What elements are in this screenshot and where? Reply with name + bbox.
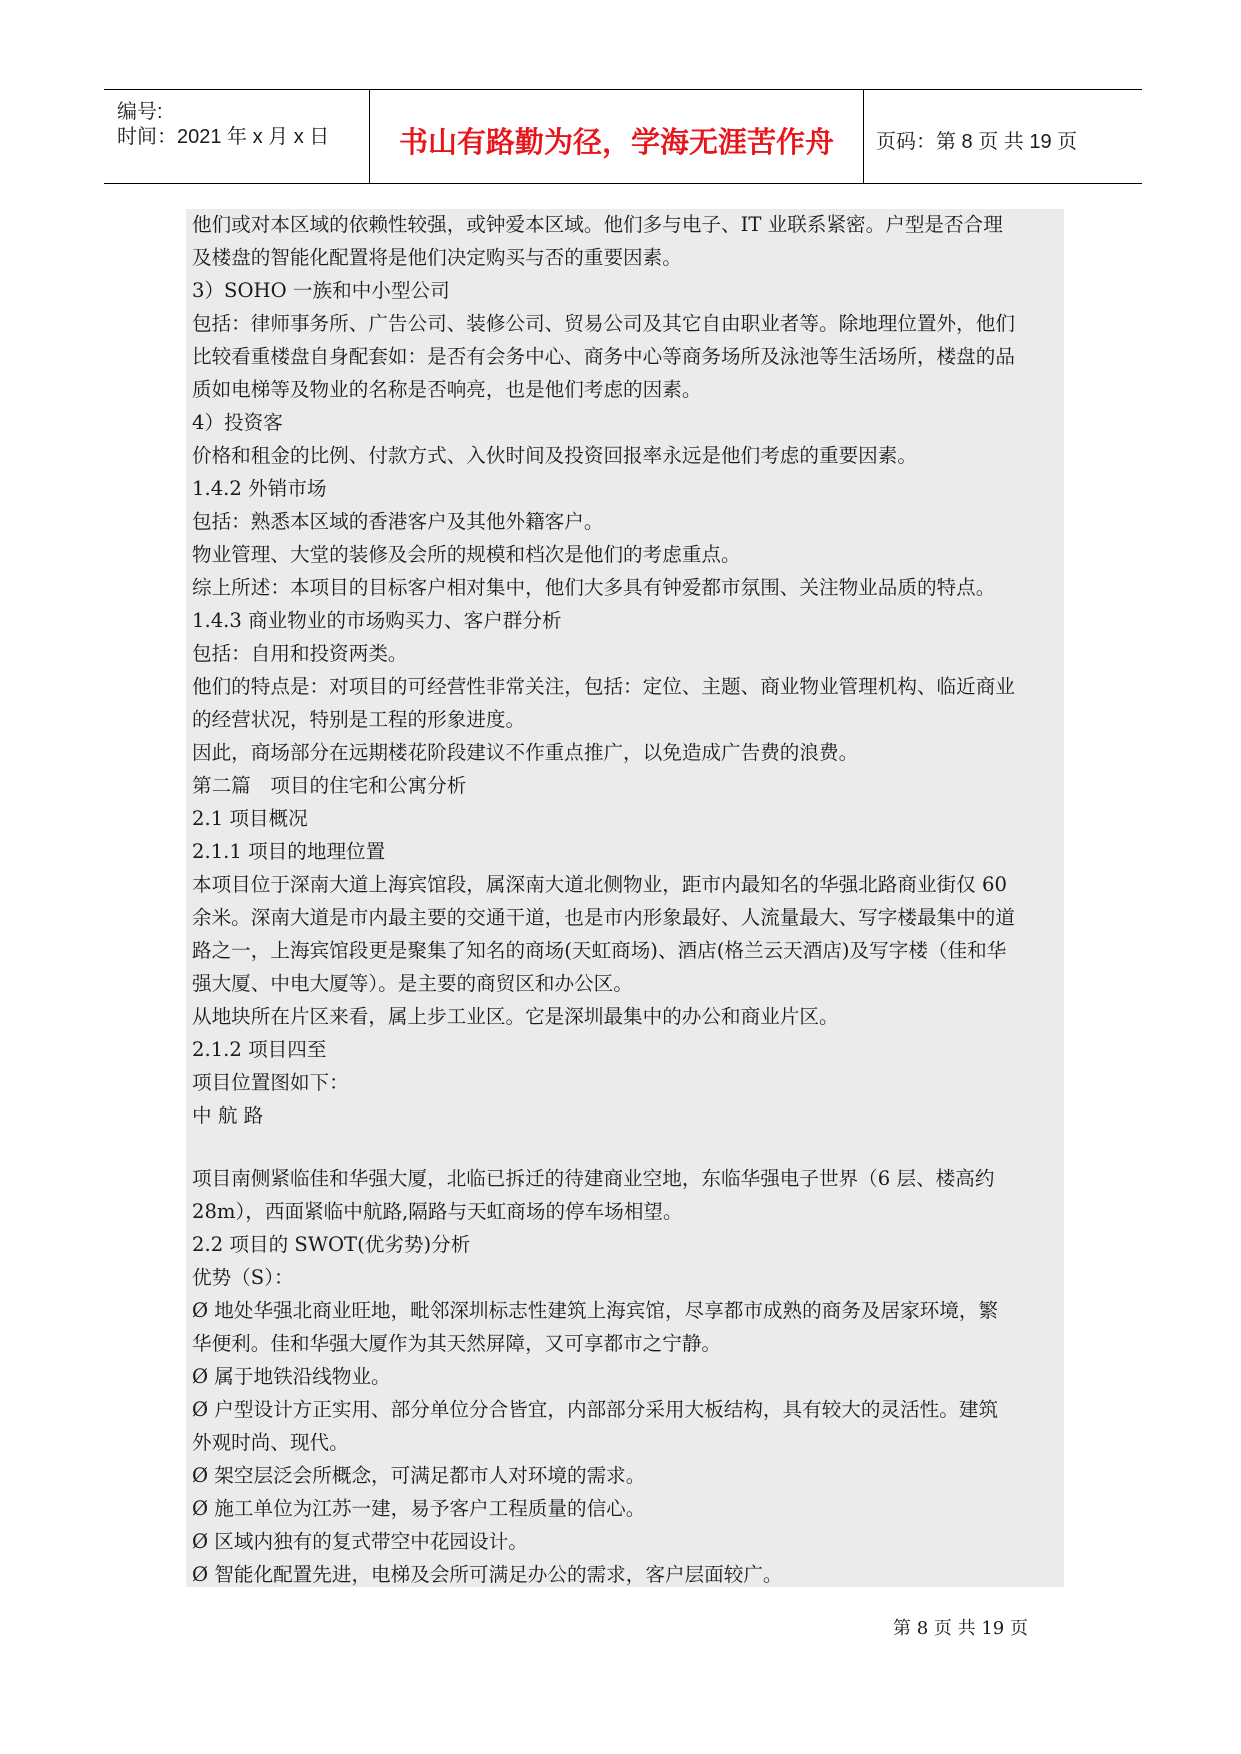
- body-line: Ø 架空层泛会所概念，可满足都市人对环境的需求。: [192, 1464, 646, 1487]
- body-line: Ø 属于地铁沿线物业。: [192, 1365, 391, 1388]
- header-page-cell: [864, 90, 1142, 183]
- body-line: 第二篇 项目的住宅和公寓分析: [192, 774, 467, 797]
- body-line: Ø 地处华强北商业旺地，毗邻深圳标志性建筑上海宾馆，尽享都市成熟的商务及居家环境，繁: [192, 1299, 999, 1322]
- body-line: 2.1.1 项目的地理位置: [192, 840, 386, 863]
- body-line: 因此，商场部分在远期楼花阶段建议不作重点推广，以免造成广告费的浪费。: [192, 741, 859, 764]
- body-line: 他们或对本区域的依赖性较强，或钟爱本区域。他们多与电子、IT 业联系紧密。户型是否合理: [192, 213, 1003, 236]
- body-line: Ø 智能化配置先进，电梯及会所可满足办公的需求，客户层面较广。: [192, 1563, 783, 1586]
- header-motto-cell: [370, 90, 864, 183]
- body-line: 综上所述：本项目的目标客户相对集中，他们大多具有钟爱都市氛围、关注物业品质的特点。: [192, 576, 996, 599]
- body-line: 4）投资客: [192, 411, 283, 434]
- body-line: 从地块所在片区来看，属上步工业区。它是深圳最集中的办公和商业片区。: [192, 1005, 839, 1028]
- body-line: 比较看重楼盘自身配套如：是否有会务中心、商务中心等商务场所及泳池等生活场所，楼盘的品: [192, 345, 1015, 368]
- body-line: 项目位置图如下：: [192, 1071, 349, 1094]
- body-line: 2.1.2 项目四至: [192, 1038, 327, 1061]
- body-line: 他们的特点是：对项目的可经营性非常关注，包括：定位、主题、商业物业管理机构、临近商业: [192, 675, 1015, 698]
- header-motto: 书山有路勤为径，学海无涯苦作舟: [398, 125, 834, 159]
- body-line: 中 航 路: [192, 1104, 264, 1127]
- body-line: 包括：熟悉本区域的香港客户及其他外籍客户。: [192, 510, 604, 533]
- body-line: Ø 施工单位为江苏一建，易予客户工程质量的信心。: [192, 1497, 646, 1520]
- body-line: 物业管理、大堂的装修及会所的规模和档次是他们的考虑重点。: [192, 543, 741, 566]
- header-page-label: 页码：第 8 页 共 19 页: [876, 131, 1078, 153]
- body-line: 28m），西面紧临中航路,隔路与天虹商场的停车场相望。: [192, 1200, 683, 1223]
- body-line: 的经营状况，特别是工程的形象进度。: [192, 708, 526, 731]
- body-line: Ø 区域内独有的复式带空中花园设计。: [192, 1530, 528, 1553]
- body-line: 华便利。佳和华强大厦作为其天然屏障，又可享都市之宁静。: [192, 1332, 722, 1355]
- body-line: 包括：自用和投资两类。: [192, 642, 408, 665]
- header-info-cell: [104, 90, 370, 183]
- body-line: 价格和租金的比例、付款方式、入伙时间及投资回报率永远是他们考虑的重要因素。: [192, 444, 917, 467]
- body-line: 余米。深南大道是市内最主要的交通干道，也是市内形象最好、人流量最大、写字楼最集中的道: [192, 906, 1015, 929]
- body-line: 2.2 项目的 SWOT(优劣势)分析: [192, 1233, 471, 1256]
- body-line: 1.4.3 商业物业的市场购买力、客户群分析: [192, 609, 562, 632]
- document-time-label: 时间：2021 年 x 月 x 日: [117, 126, 330, 148]
- document-number-label: 编号:: [117, 101, 163, 123]
- body-line: 优势（S）：: [192, 1266, 294, 1289]
- body-line: 2.1 项目概况: [192, 807, 308, 830]
- body-line: 强大厦、中电大厦等）。是主要的商贸区和办公区。: [192, 972, 633, 995]
- body-line: 包括：律师事务所、广告公司、装修公司、贸易公司及其它自由职业者等。除地理位置外，他们: [192, 312, 1015, 335]
- body-line: 本项目位于深南大道上海宾馆段，属深南大道北侧物业，距市内最知名的华强北路商业街仅 60: [192, 873, 1007, 896]
- body-line: 项目南侧紧临佳和华强大厦，北临已拆迁的待建商业空地，东临华强电子世界（6 层、楼高约: [192, 1167, 995, 1190]
- body-line: 3）SOHO 一族和中小型公司: [192, 279, 450, 302]
- body-line: 质如电梯等及物业的名称是否响亮，也是他们考虑的因素。: [192, 378, 702, 401]
- page-header: [104, 89, 1142, 184]
- body-line: 及楼盘的智能化配置将是他们决定购买与否的重要因素。: [192, 246, 682, 269]
- body-line: 1.4.2 外销市场: [192, 477, 327, 500]
- body-line: Ø 户型设计方正实用、部分单位分合皆宜，内部部分采用大板结构，具有较大的灵活性。建筑: [192, 1398, 999, 1421]
- body-line: 外观时尚、现代。: [192, 1431, 349, 1454]
- footer-page-number: 第 8 页 共 19 页: [893, 1618, 1028, 1639]
- body-line: 路之一，上海宾馆段更是聚集了知名的商场(天虹商场)、酒店(格兰云天酒店)及写字楼（佳和华: [192, 939, 1007, 962]
